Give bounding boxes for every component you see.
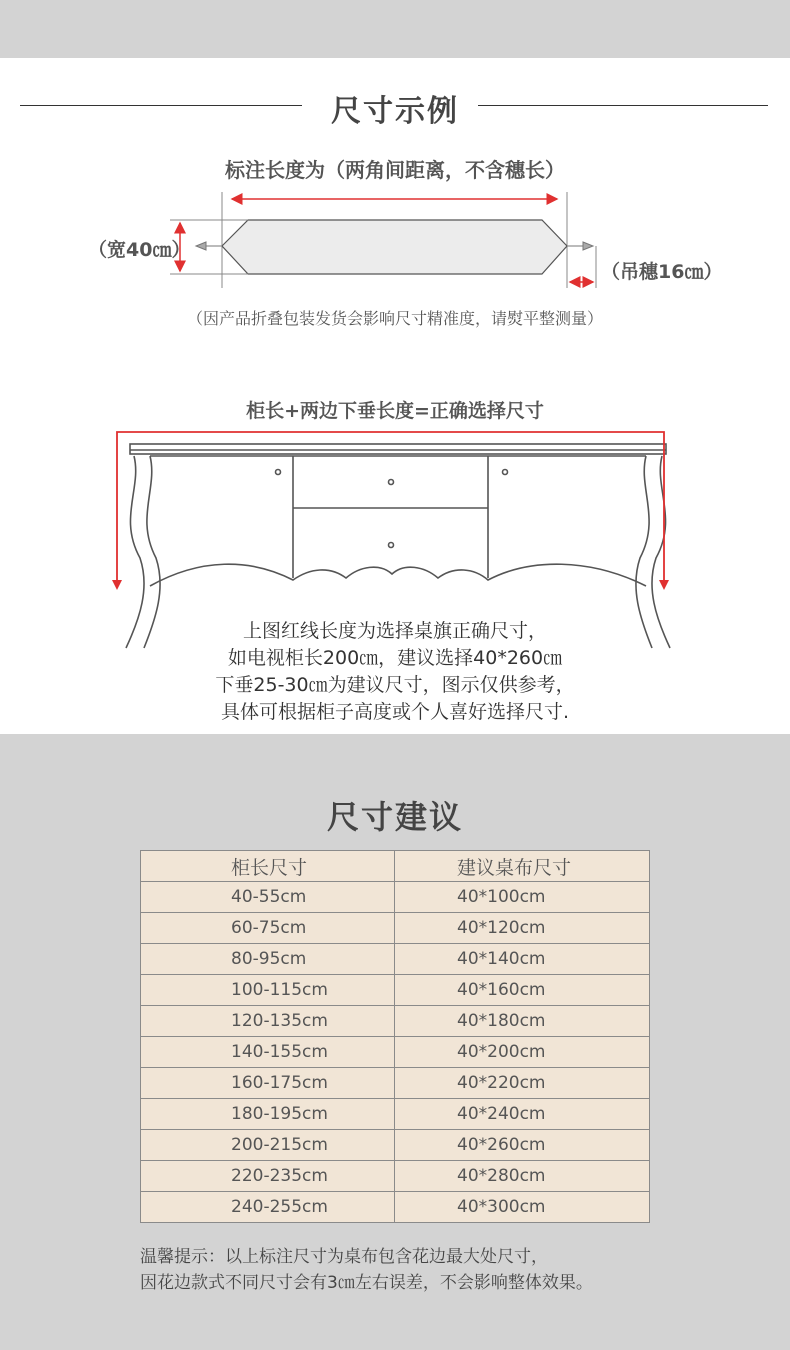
suggested-size-cell: 40*260cm (395, 1130, 650, 1161)
cabinet-length-cell: 60-75cm (141, 913, 395, 944)
width-label: （宽40㎝） (88, 239, 191, 261)
suggested-size-cell: 40*100cm (395, 882, 650, 913)
table-row (141, 1161, 650, 1192)
cabinet-note-line: 上图红线长度为选择桌旗正确尺寸， (242, 620, 547, 642)
table-row (141, 1130, 650, 1161)
cabinet-length-cell: 200-215cm (141, 1130, 395, 1161)
top-gray-band (0, 0, 790, 58)
cabinet-length-cell: 140-155cm (141, 1037, 395, 1068)
size-suggestion-section (0, 734, 790, 1350)
warm-tips (140, 1244, 593, 1296)
length-label: 标注长度为（两角间距离，不含穗长） (225, 158, 565, 182)
cabinet-note-line: 下垂25-30㎝为建议尺寸，图示仅供参考， (215, 674, 575, 696)
size-suggestion-title: 尺寸建议 (326, 798, 463, 836)
cabinet-length-cell: 160-175cm (141, 1068, 395, 1099)
header-cabinet-length: 柜长尺寸 (141, 851, 395, 882)
cabinet-notes (0, 618, 790, 726)
table-row (141, 882, 650, 913)
fold-note: （因产品折叠包装发货会影响尺寸精准度，请熨平整测量） (186, 309, 603, 328)
cabinet-length-cell: 220-235cm (141, 1161, 395, 1192)
cabinet-length-cell: 80-95cm (141, 944, 395, 975)
cabinet-formula-title: 柜长+两边下垂长度=正确选择尺寸 (246, 400, 544, 422)
suggested-size-cell: 40*200cm (395, 1037, 650, 1068)
table-runner-shape (222, 220, 567, 274)
suggested-size-cell: 40*280cm (395, 1161, 650, 1192)
table-row (141, 1037, 650, 1068)
cabinet-length-cell: 180-195cm (141, 1099, 395, 1130)
header-suggested-size: 建议桌布尺寸 (395, 851, 650, 882)
tassel-left (196, 242, 222, 250)
cabinet-note-line: 如电视柜长200㎝，建议选择40*260㎝ (227, 647, 563, 669)
cabinet-length-cell: 240-255cm (141, 1192, 395, 1223)
cabinet-length-cell: 120-135cm (141, 1006, 395, 1037)
tassel-right (567, 242, 593, 250)
size-example-title: 尺寸示例 (331, 94, 459, 129)
tip-line: 因花边款式不同尺寸会有3㎝左右误差，不会影响整体效果。 (140, 1273, 593, 1293)
table-row (141, 975, 650, 1006)
suggested-size-cell: 40*240cm (395, 1099, 650, 1130)
table-header-row (141, 851, 650, 882)
table-row (141, 1068, 650, 1099)
table-row (141, 1099, 650, 1130)
suggested-size-cell: 40*180cm (395, 1006, 650, 1037)
cabinet-note-line: 具体可根据柜子高度或个人喜好选择尺寸. (220, 701, 570, 723)
suggested-size-cell: 40*120cm (395, 913, 650, 944)
size-example-section (0, 58, 790, 734)
suggested-size-cell: 40*160cm (395, 975, 650, 1006)
size-suggestion-table (140, 850, 650, 1223)
suggested-size-cell: 40*220cm (395, 1068, 650, 1099)
suggested-size-cell: 40*140cm (395, 944, 650, 975)
table-row (141, 1006, 650, 1037)
tip-line: 温馨提示：以上标注尺寸为桌布包含花边最大处尺寸， (140, 1247, 548, 1267)
drape-arrow-left (112, 580, 122, 590)
suggested-size-cell: 40*300cm (395, 1192, 650, 1223)
table-row (141, 1192, 650, 1223)
table-row (141, 944, 650, 975)
cabinet-length-cell: 40-55cm (141, 882, 395, 913)
drape-length-red-line (117, 432, 664, 586)
tassel-label: （吊穗16㎝） (601, 261, 723, 283)
table-row (141, 913, 650, 944)
cabinet-length-cell: 100-115cm (141, 975, 395, 1006)
drape-arrow-right (659, 580, 669, 590)
